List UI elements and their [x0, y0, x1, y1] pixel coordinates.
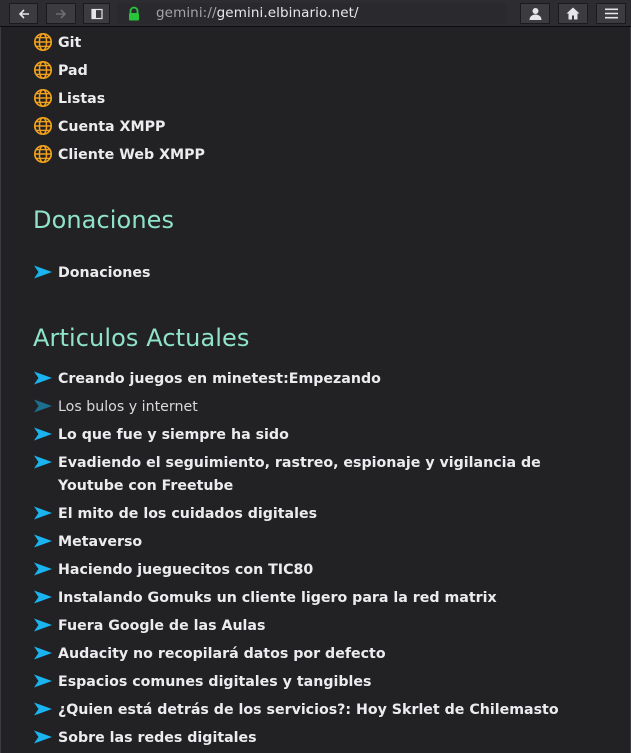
article-link[interactable] — [33, 643, 386, 666]
link-label[interactable]: Espacios comunes digitales y tangibles — [58, 674, 372, 690]
service-link[interactable] — [33, 32, 81, 55]
arrow-link-icon — [33, 503, 53, 523]
article-link[interactable] — [33, 671, 371, 694]
menu-button[interactable] — [596, 3, 626, 24]
article-link[interactable] — [33, 396, 198, 419]
article-link[interactable] — [33, 587, 497, 610]
home-icon — [566, 7, 580, 20]
link-label[interactable]: Audacity no recopilará datos por defecto — [58, 646, 386, 662]
arrow-link-icon — [33, 452, 53, 472]
arrow-right-icon — [55, 8, 67, 20]
arrow-left-icon — [18, 8, 30, 20]
arrow-link-icon — [33, 396, 53, 416]
arrow-link-icon — [33, 262, 53, 282]
donations-heading: Donaciones — [33, 206, 175, 234]
link-label[interactable]: Lo que fue y siempre ha sido — [58, 427, 289, 443]
sidebar-icon — [91, 8, 103, 20]
link-label[interactable]: Cuenta XMPP — [58, 119, 166, 135]
link-label[interactable]: Metaverso — [58, 534, 143, 550]
article-link[interactable] — [33, 727, 257, 750]
donation-link[interactable] — [33, 262, 150, 285]
url-scheme: gemini:// — [156, 5, 217, 21]
link-label[interactable]: Cliente Web XMPP — [58, 147, 205, 163]
user-icon — [529, 7, 542, 20]
link-label[interactable]: Git — [58, 35, 82, 51]
link-label[interactable]: Creando juegos en minetest:Empezando — [58, 371, 381, 387]
article-link[interactable] — [33, 699, 559, 722]
globe-icon — [33, 32, 53, 52]
lock-icon — [127, 6, 141, 21]
arrow-link-icon — [33, 727, 53, 747]
url-text — [156, 5, 359, 21]
articles-heading: Articulos Actuales — [33, 324, 250, 352]
article-link[interactable] — [33, 615, 265, 638]
arrow-link-icon — [33, 671, 53, 691]
link-label[interactable]: Sobre las redes digitales — [58, 730, 257, 746]
arrow-link-icon — [33, 368, 53, 388]
url-host: gemini.elbinario.net/ — [216, 5, 359, 21]
arrow-link-icon — [33, 587, 53, 607]
hamburger-menu-icon — [605, 8, 618, 19]
forward-button[interactable] — [46, 3, 76, 24]
article-link[interactable] — [33, 531, 142, 554]
arrow-link-icon — [33, 531, 53, 551]
article-link[interactable] — [33, 559, 313, 582]
back-button[interactable] — [9, 3, 38, 24]
arrow-link-icon — [33, 643, 53, 663]
link-label[interactable]: ¿Quien está detrás de los servicios?: Hoy Skrlet de Chilemasto — [58, 702, 559, 718]
link-label[interactable]: El mito de los cuidados digitales — [58, 506, 318, 522]
arrow-link-icon — [33, 615, 53, 635]
home-button[interactable] — [558, 3, 588, 24]
service-link[interactable] — [33, 60, 88, 83]
globe-icon — [33, 60, 53, 80]
link-label[interactable]: Haciendo jueguecitos con TIC80 — [58, 562, 314, 578]
page-content — [0, 27, 631, 753]
arrow-link-icon — [33, 424, 53, 444]
article-link[interactable] — [33, 368, 381, 391]
arrow-link-icon — [33, 699, 53, 719]
link-label[interactable]: Listas — [58, 91, 106, 107]
article-link[interactable] — [33, 424, 289, 447]
link-label[interactable]: Donaciones — [58, 265, 151, 281]
link-label[interactable]: Evadiendo el seguimiento, rastreo, espionaje y vigilancia de Youtube con Freetube — [58, 455, 541, 494]
globe-icon — [33, 116, 53, 136]
arrow-link-icon — [33, 559, 53, 579]
link-label[interactable]: Los bulos y internet — [58, 399, 198, 415]
service-link[interactable] — [33, 88, 105, 111]
browser-toolbar — [0, 0, 631, 27]
link-label[interactable]: Fuera Google de las Aulas — [58, 618, 266, 634]
service-link[interactable] — [33, 116, 165, 139]
article-link[interactable] — [33, 503, 317, 526]
link-label[interactable]: Instalando Gomuks un cliente ligero para la red matrix — [58, 590, 497, 606]
link-label[interactable]: Pad — [58, 63, 88, 79]
account-button[interactable] — [520, 3, 550, 24]
url-bar[interactable] — [117, 3, 506, 24]
globe-icon — [33, 144, 53, 164]
globe-icon — [33, 88, 53, 108]
sidebar-toggle-button[interactable] — [83, 3, 110, 24]
article-link[interactable] — [33, 452, 598, 498]
service-link[interactable] — [33, 144, 205, 167]
